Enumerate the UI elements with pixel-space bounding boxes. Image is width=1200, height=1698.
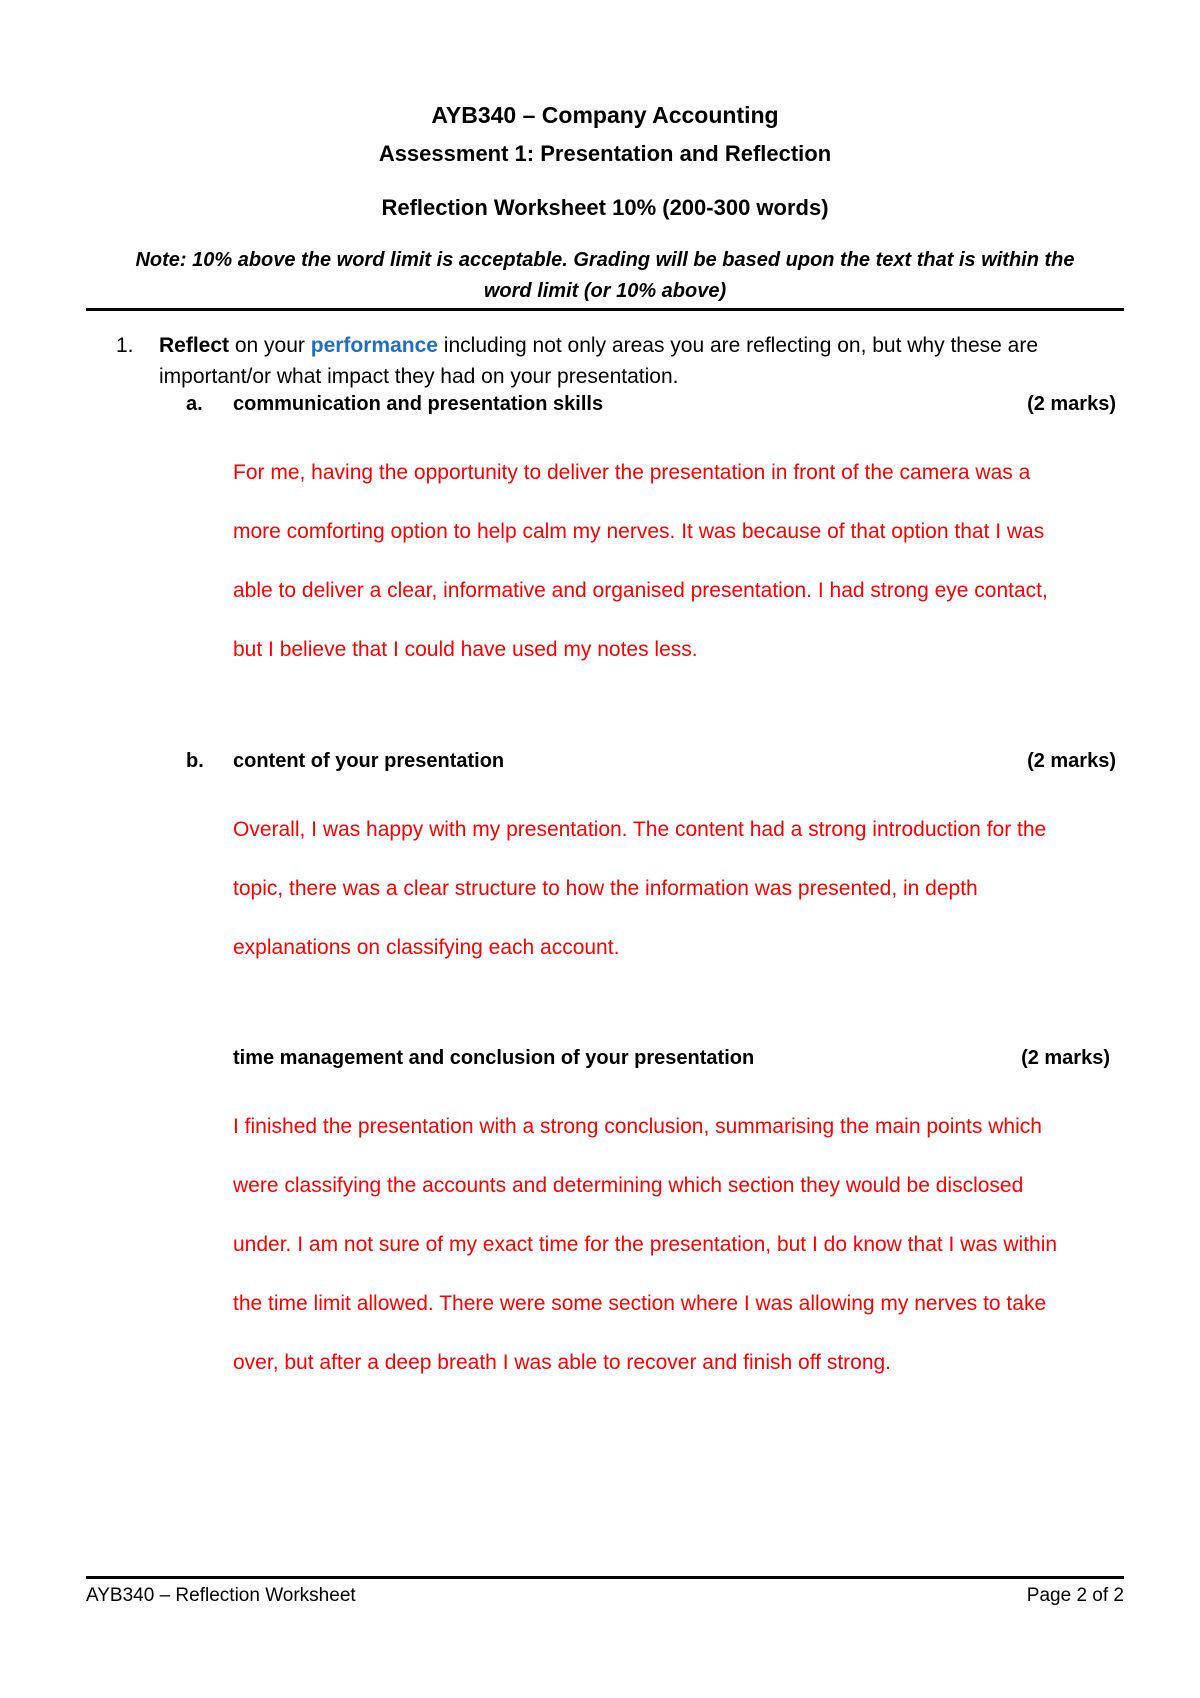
- header-divider: [86, 308, 1124, 311]
- question-text-part-1: on your: [229, 334, 311, 357]
- answer-line: were classifying the accounts and determining which section they would be disclosed: [233, 1174, 1024, 1197]
- answer-a: [233, 443, 1133, 679]
- answer-line: the time limit allowed. There were some section where I was allowing my nerves to take: [233, 1292, 1047, 1315]
- footer-divider: [86, 1576, 1124, 1579]
- question-1: [116, 330, 1116, 392]
- answer-line: but I believe that I could have used my notes less.: [233, 638, 698, 661]
- subquestion-marks: (2 marks): [1027, 750, 1116, 772]
- answer-line: able to deliver a clear, informative and organised presentation. I had strong eye contact,: [233, 579, 1048, 602]
- answer-c: [233, 1097, 1133, 1392]
- question-text-part-2: including not only areas you are reflecting on, but why these are important/or what impact they had on your presentation.: [159, 334, 1038, 388]
- answer-line: I finished the presentation with a strong conclusion, summarising the main points which: [233, 1115, 1042, 1138]
- answer-line: over, but after a deep breath I was able to recover and finish off strong.: [233, 1351, 892, 1374]
- subquestion-letter: b.: [186, 750, 204, 772]
- question-keyword: Reflect: [159, 334, 230, 357]
- answer-b: [233, 800, 1133, 977]
- answer-line: For me, having the opportunity to deliver the presentation in front of the camera was a: [233, 461, 1031, 484]
- answer-line: topic, there was a clear structure to how the information was presented, in depth: [233, 877, 978, 900]
- answer-line: explanations on classifying each account.: [233, 936, 620, 959]
- question-text: [159, 330, 1116, 392]
- note-line-1: Note: 10% above the word limit is acceptable. Grading will be based upon the text that is within the: [135, 249, 1075, 271]
- question-number: 1.: [116, 334, 134, 357]
- subquestion-letter: a.: [186, 393, 203, 415]
- subquestion-title: content of your presentation: [233, 750, 505, 772]
- assessment-title: Assessment 1: Presentation and Reflection: [378, 141, 832, 166]
- question-highlight: performance: [310, 334, 438, 357]
- subquestion-marks: (2 marks): [1021, 1047, 1110, 1069]
- word-limit-note: [86, 245, 1124, 307]
- subquestion-title: communication and presentation skills: [233, 393, 604, 415]
- answer-line: under. I am not sure of my exact time for the presentation, but I do know that I was within: [233, 1233, 1058, 1256]
- subquestion-marks: (2 marks): [1027, 393, 1116, 415]
- course-title: AYB340 – Company Accounting: [431, 102, 779, 128]
- footer-title: AYB340 – Reflection Worksheet: [86, 1585, 356, 1606]
- answer-line: Overall, I was happy with my presentation. The content had a strong introduction for the: [233, 818, 1047, 841]
- subquestion-title: time management and conclusion of your presentation: [233, 1047, 755, 1069]
- note-line-2: word limit (or 10% above): [483, 280, 727, 302]
- answer-line: more comforting option to help calm my nerves. It was because of that option that I was: [233, 520, 1045, 543]
- page-number: Page 2 of 2: [1026, 1585, 1124, 1606]
- worksheet-title: Reflection Worksheet 10% (200-300 words): [381, 195, 829, 220]
